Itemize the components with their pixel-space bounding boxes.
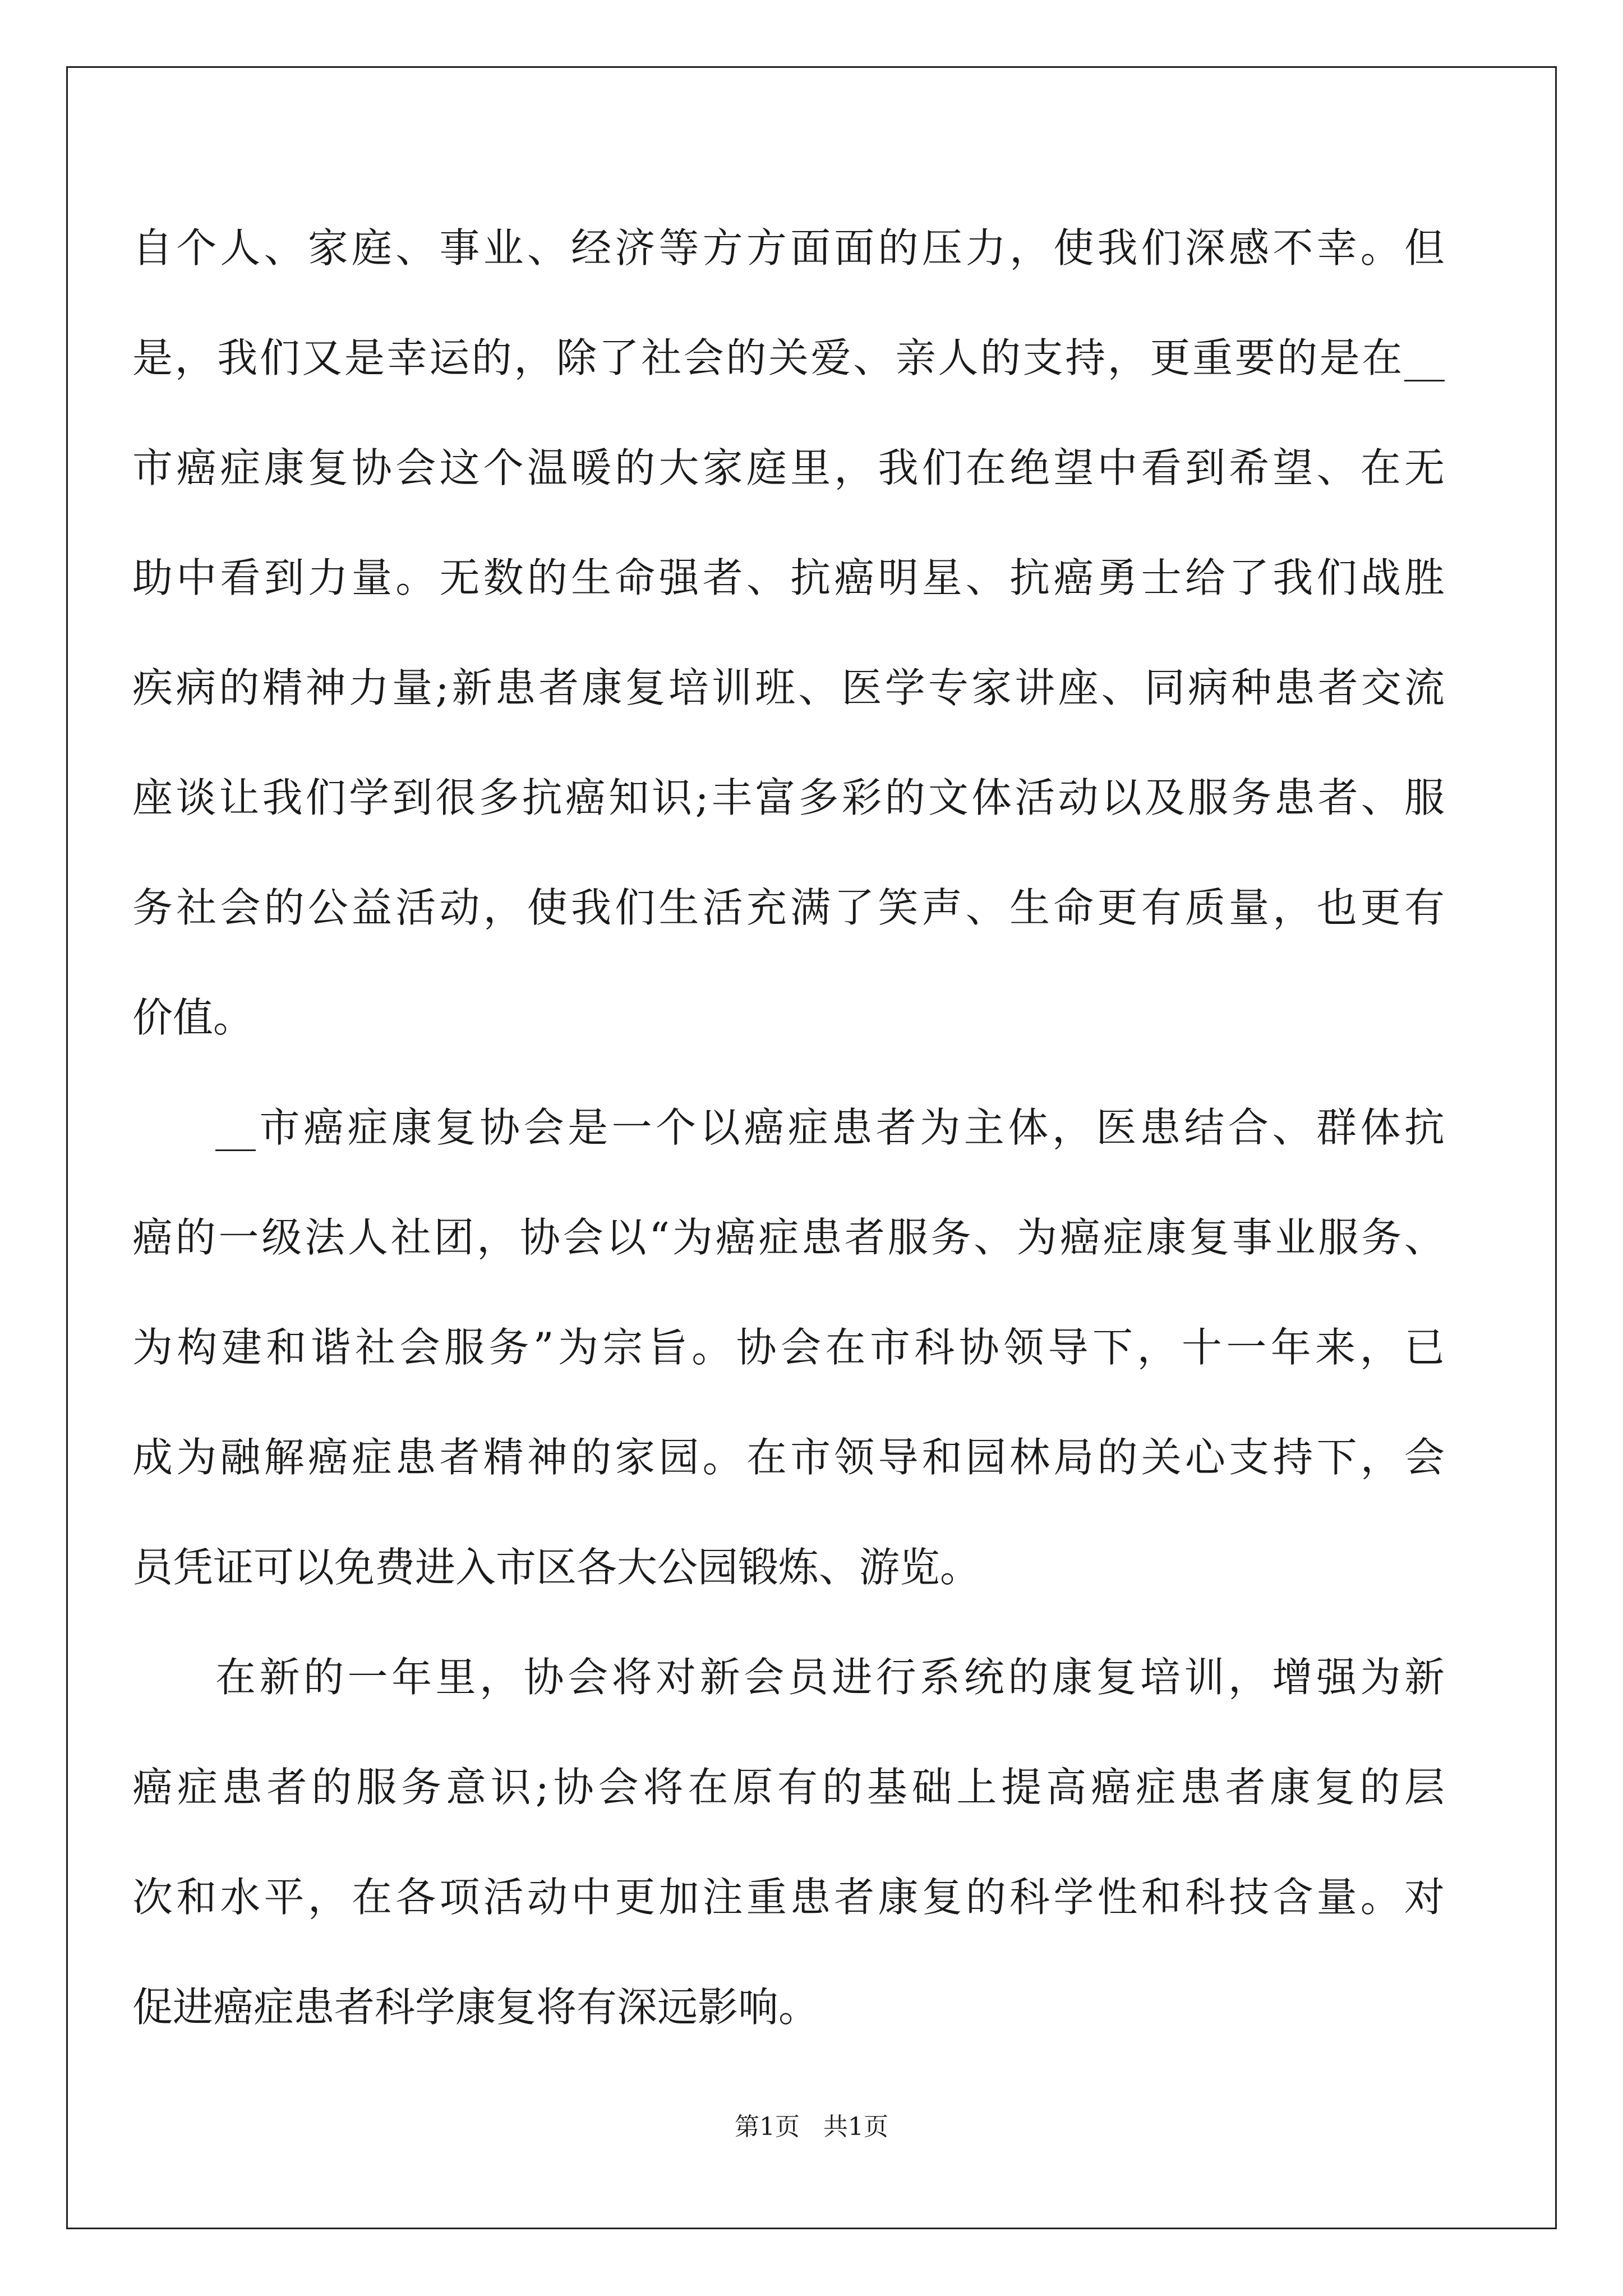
text-line: 助中看到力量。无数的生命强者、抗癌明星、抗癌勇士给了我们战胜 xyxy=(132,554,1445,601)
paragraph-1 xyxy=(132,193,1445,1073)
text-line: 在新的一年里，协会将对新会员进行系统的康复培训，增强为新 xyxy=(215,1654,1445,1701)
text-line: __市癌症康复协会是一个以癌症患者为主体，医患结合、群体抗 xyxy=(215,1104,1445,1151)
paragraph-3 xyxy=(132,1622,1445,2062)
text-line: 价值。 xyxy=(132,994,254,1041)
text-line: 为构建和谐社会服务”为宗旨。协会在市科协领导下，十一年来，已 xyxy=(132,1324,1445,1371)
page-footer: 第1页 共1页 xyxy=(735,2113,888,2141)
text-line: 次和水平，在各项活动中更加注重患者康复的科学性和科技含量。对 xyxy=(132,1874,1445,1921)
paragraph-2 xyxy=(132,1073,1445,1622)
text-line: 成为融解癌症患者精神的家园。在市领导和园林局的关心支持下，会 xyxy=(132,1434,1445,1481)
document-body xyxy=(132,193,1445,2062)
text-line: 促进癌症患者科学康复将有深远影响。 xyxy=(132,1984,819,2031)
text-line: 癌的一级法人社团，协会以“为癌症患者服务、为癌症康复事业服务、 xyxy=(132,1214,1445,1261)
text-line: 疾病的精神力量;新患者康复培训班、医学专家讲座、同病种患者交流 xyxy=(132,664,1445,711)
text-line: 市癌症康复协会这个温暖的大家庭里，我们在绝望中看到希望、在无 xyxy=(132,444,1445,491)
text-line: 是，我们又是幸运的，除了社会的关爱、亲人的支持，更重要的是在__ xyxy=(132,334,1445,381)
text-line: 自个人、家庭、事业、经济等方方面面的压力，使我们深感不幸。但 xyxy=(132,224,1445,272)
text-line: 员凭证可以免费进入市区各大公园锻炼、游览。 xyxy=(132,1544,981,1591)
text-line: 座谈让我们学到很多抗癌知识;丰富多彩的文体活动以及服务患者、服 xyxy=(132,774,1445,821)
text-line: 癌症患者的服务意识;协会将在原有的基础上提高癌症患者康复的层 xyxy=(132,1764,1445,1811)
text-line: 务社会的公益活动，使我们生活充满了笑声、生命更有质量，也更有 xyxy=(132,884,1445,931)
